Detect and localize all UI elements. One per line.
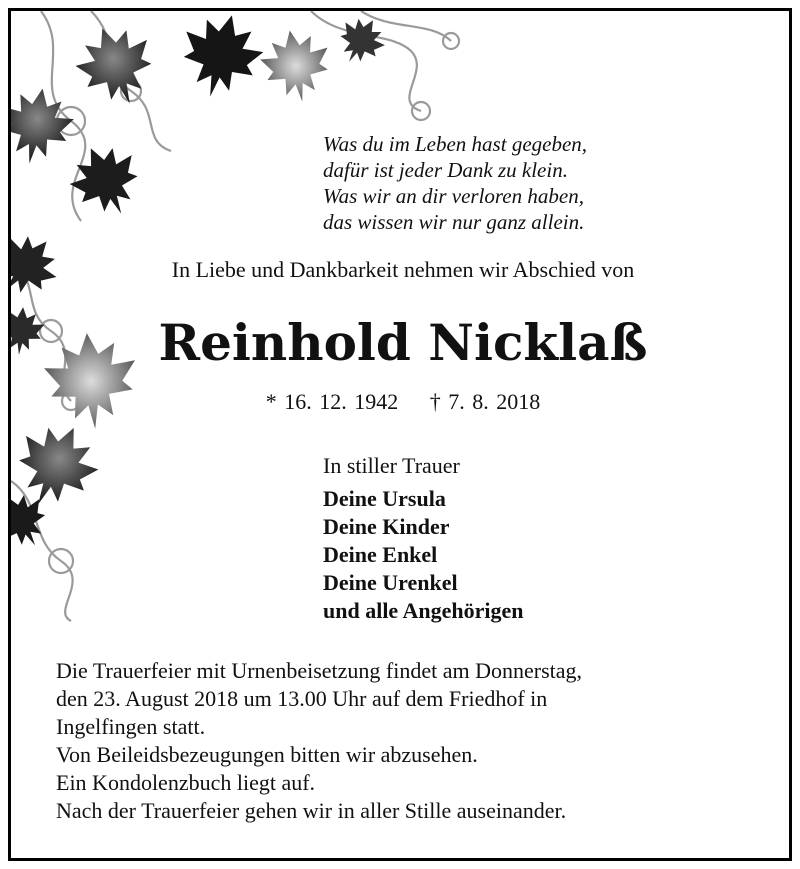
death-date: † 7. 8. 2018 [429, 389, 541, 414]
poem [323, 131, 743, 235]
mourning-heading: In stiller Trauer [323, 453, 460, 478]
farewell-intro: In Liebe und Dankbarkeit nehmen wir Abschied von [171, 257, 635, 282]
mourner-name: Deine Kinder [323, 514, 450, 539]
notice-line: Von Beileidsbezeugungen bitten wir abzusehen. [56, 742, 478, 767]
poem-line: das wissen wir nur ganz allein. [323, 210, 585, 234]
funeral-notice [56, 657, 776, 825]
mourner-name: und alle Angehörigen [323, 598, 524, 623]
obituary-frame [8, 8, 792, 861]
life-dates [11, 389, 792, 415]
poem-line: Was wir an dir verloren haben, [323, 184, 584, 208]
notice-line: Die Trauerfeier mit Urnenbeisetzung findet am Donnerstag, [56, 658, 583, 683]
mourner-name: Deine Enkel [323, 542, 438, 567]
birth-date: * 16. 12. 1942 [265, 389, 399, 414]
mourners-list [323, 485, 523, 625]
notice-line: Ingelfingen statt. [56, 714, 206, 739]
deceased-name: Reinhold Nicklaß [158, 313, 648, 372]
notice-line: den 23. August 2018 um 13.00 Uhr auf dem Friedhof in [56, 686, 548, 711]
poem-line: dafür ist jeder Dank zu klein. [323, 158, 568, 182]
notice-line: Ein Kondolenzbuch liegt auf. [56, 770, 316, 795]
mourner-name: Deine Urenkel [323, 570, 458, 595]
notice-line: Nach der Trauerfeier gehen wir in aller Stille auseinander. [56, 798, 567, 823]
mourner-name: Deine Ursula [323, 486, 446, 511]
poem-line: Was du im Leben hast gegeben, [323, 132, 588, 156]
